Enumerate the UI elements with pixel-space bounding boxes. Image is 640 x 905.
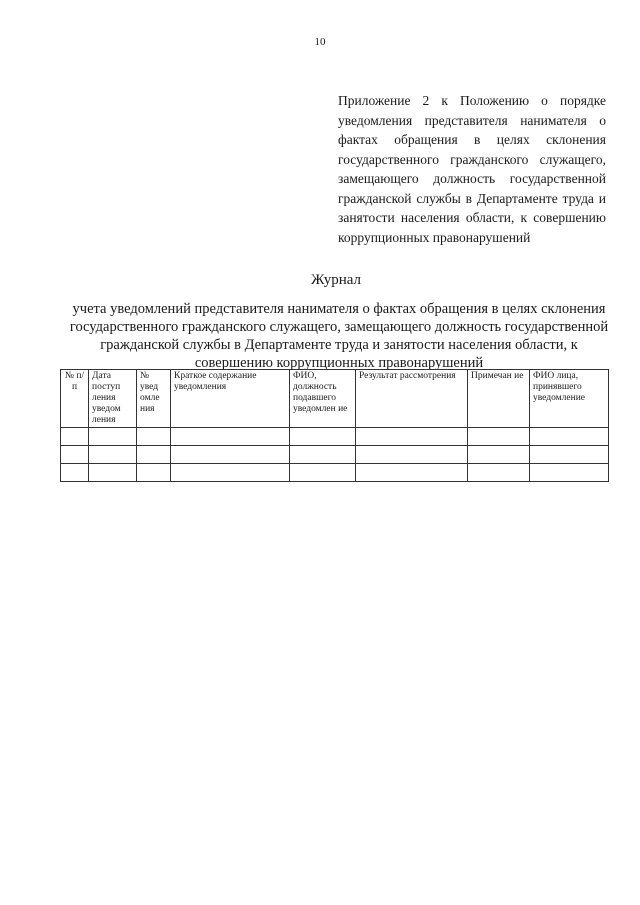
table-header-row [61,370,609,428]
table-cell [171,428,290,446]
table-row [61,446,609,464]
table-cell [89,464,137,482]
journal-subtitle: учета уведомлений представителя нанимателя о фактах обращения в целях склонения государственного гражданского служащего, замещающего должность государственной гражданской службы в Департаменте труда и занятости населения области, к совершению коррупционных правонарушений [69,301,609,371]
page-number: 10 [314,36,326,48]
table-cell [356,464,468,482]
table-row [61,428,609,446]
journal-table [60,369,609,482]
table-cell [171,446,290,464]
appendix-note: Приложение 2 к Положению о порядке уведомления представителя нанимателя о фактах обращения в целях склонения государственного гражданского служащего, замещающего должность государственной гражданской службы в Департаменте труда и занятости населения области, к совершению коррупционных правонарушений [338,93,606,245]
table-cell [171,464,290,482]
table-cell [137,428,171,446]
table-cell [530,428,609,446]
table-cell [89,428,137,446]
col-header-receiver: ФИО лица, принявшего уведомление [530,370,609,428]
table-cell [356,446,468,464]
table-cell [290,464,356,482]
journal-title: Журнал [310,272,361,288]
col-header-submitter: ФИО, должность подавшего уведомлен ие [290,370,356,428]
table-cell [290,446,356,464]
table-row [61,464,609,482]
table-cell [61,464,89,482]
table-cell [468,464,530,482]
table-cell [89,446,137,464]
table-cell [61,428,89,446]
table-cell [137,446,171,464]
table-cell [530,446,609,464]
table-cell [137,464,171,482]
table-cell [290,428,356,446]
table-cell [468,446,530,464]
col-header-notice-number: № увед омле ния [137,370,171,428]
table-cell [468,428,530,446]
col-header-date: Дата поступ ления уведом ления [89,370,137,428]
table-cell [356,428,468,446]
col-header-note: Примечан ие [468,370,530,428]
table-cell [530,464,609,482]
col-header-result: Результат рассмотрения [356,370,468,428]
col-header-summary: Краткое содержание уведомления [171,370,290,428]
table-cell [61,446,89,464]
col-header-number: № п/п [61,370,89,428]
